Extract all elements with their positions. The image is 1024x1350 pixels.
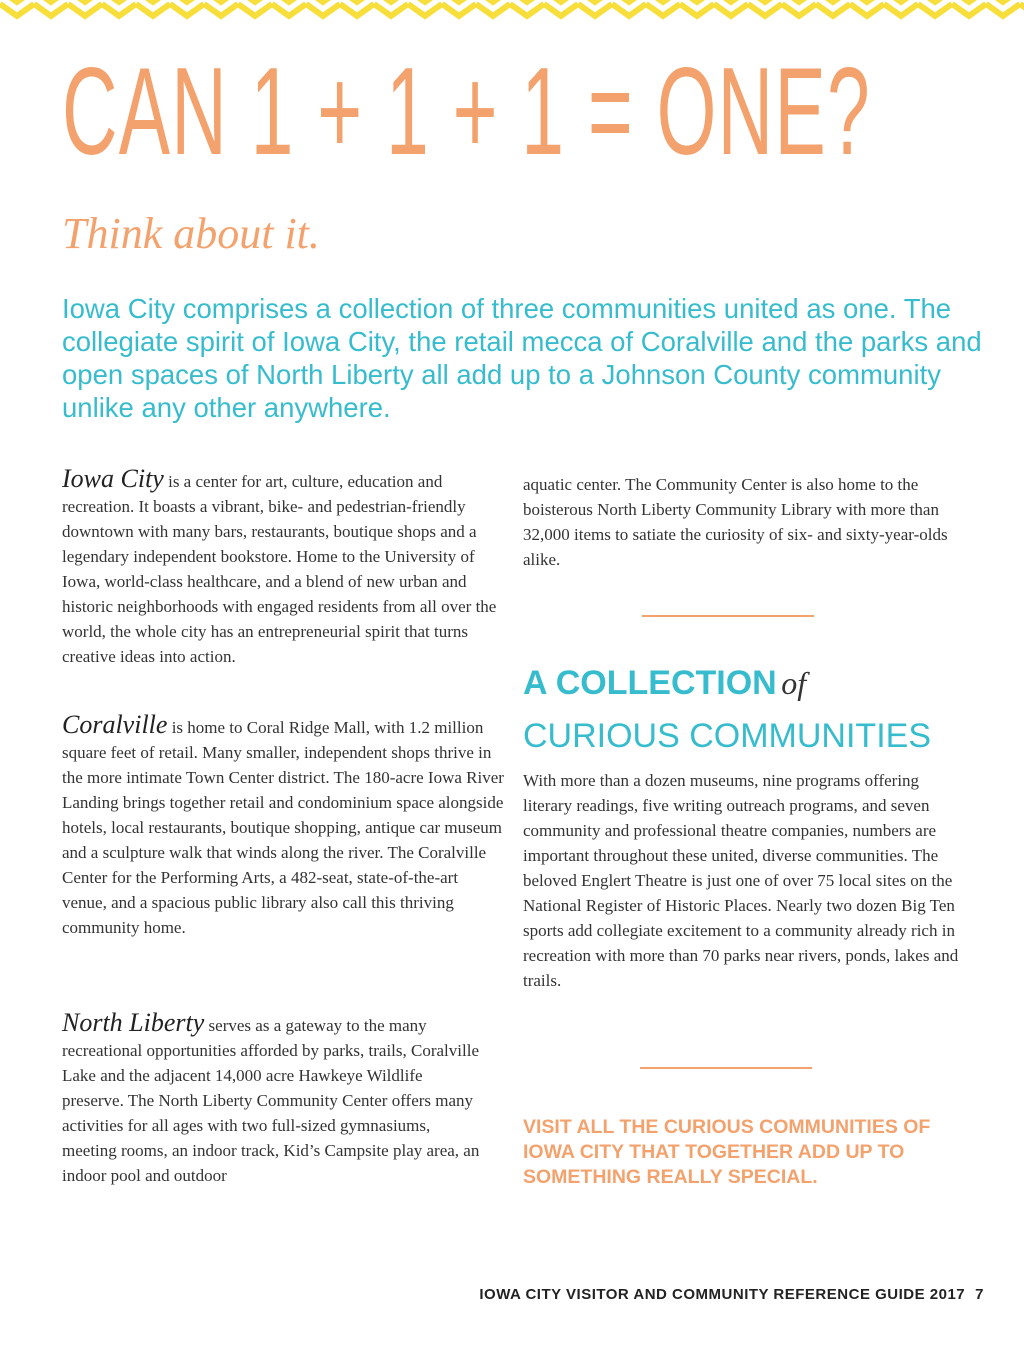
north-liberty-lead: North Liberty — [62, 1008, 205, 1037]
iowa-city-body: is a center for art, culture, education and recreation. It boasts a vibrant, bike- and pedestrian-friendly downtown with many bars, restaurants, boutique shops and a legendary independent bookstore. Home to the University of Iowa, world-class healthcare, and a blend of new urban and historic neighborhoods with engaged residents from all over the world, the whole city has an entrepreneurial spirit that turns creative ideas into action. — [62, 472, 497, 666]
north-liberty-continued — [523, 472, 963, 572]
collection-title-bold: A COLLECTION — [523, 664, 777, 702]
page-number: 7 — [975, 1286, 984, 1303]
divider-rule — [642, 615, 814, 617]
north-liberty-continued-text: aquatic center. The Community Center is also home to the boisterous North Liberty Community Library with more than 32,000 items to satiate the curiosity of six- and sixty-year-olds alike. — [523, 475, 948, 569]
collection-title — [523, 660, 983, 759]
divider-rule — [640, 1067, 812, 1069]
collection-body: With more than a dozen museums, nine programs offering literary readings, five writing outreach programs, and seven community and professional theatre companies, numbers are important throughout these united, diverse communities. The beloved Englert Theatre is just one of over 75 local sites on the National Register of Historic Places. Nearly two dozen Big Ten sports add collegiate excitement to a community already rich in recreation with more than 70 parks near rivers, ponds, lakes and trails. — [523, 771, 959, 990]
call-to-action: VISIT ALL THE CURIOUS COMMUNITIES OF IOWA CITY THAT TOGETHER ADD UP TO SOMETHING REALLY SPECIAL. — [523, 1116, 931, 1188]
coralville-body: is home to Coral Ridge Mall, with 1.2 million square feet of retail. Many smaller, independent shops thrive in the more intimate Town Center district. The 180-acre Iowa River Landing brings together retail and condominium space alongside hotels, local restaurants, boutique shopping, antique car museum and a sculpture walk that winds along the river. The Coralville Center for the Performing Arts, a 482-seat, state-of-the-art venue, and a spacious public library also call this thriving community home. — [62, 718, 504, 937]
page-subhead: Think about it. — [62, 209, 320, 258]
coralville-section — [62, 712, 504, 940]
page-headline: CAN 1 + 1 + 1 = ONE? — [62, 43, 871, 181]
iowa-city-lead: Iowa City — [62, 464, 164, 493]
collection-section — [523, 768, 963, 993]
iowa-city-section — [62, 466, 504, 669]
guide-title: IOWA CITY VISITOR AND COMMUNITY REFERENCE GUIDE 2017 — [479, 1286, 966, 1303]
collection-title-line2: CURIOUS COMMUNITIES — [523, 717, 931, 755]
chevron-border-decoration — [0, 0, 1024, 22]
north-liberty-section — [62, 1010, 482, 1188]
collection-title-of: of — [781, 665, 807, 701]
page-footer — [479, 1286, 984, 1303]
intro-paragraph: Iowa City comprises a collection of three communities united as one. The collegiate spirit of Iowa City, the retail mecca of Coralville and the parks and open spaces of North Liberty all add up to a Johnson County community unlike any other anywhere. — [62, 293, 982, 423]
coralville-lead: Coralville — [62, 710, 168, 739]
north-liberty-body: serves as a gateway to the many recreational opportunities afforded by parks, trails, Coralville Lake and the adjacent 14,000 acre Hawkeye Wildlife preserve. The North Liberty Community Center offers many activities for all ages with two full-sized gymnasiums, meeting rooms, an indoor track, Kid’s Campsite play area, an indoor pool and outdoor — [62, 1016, 480, 1185]
